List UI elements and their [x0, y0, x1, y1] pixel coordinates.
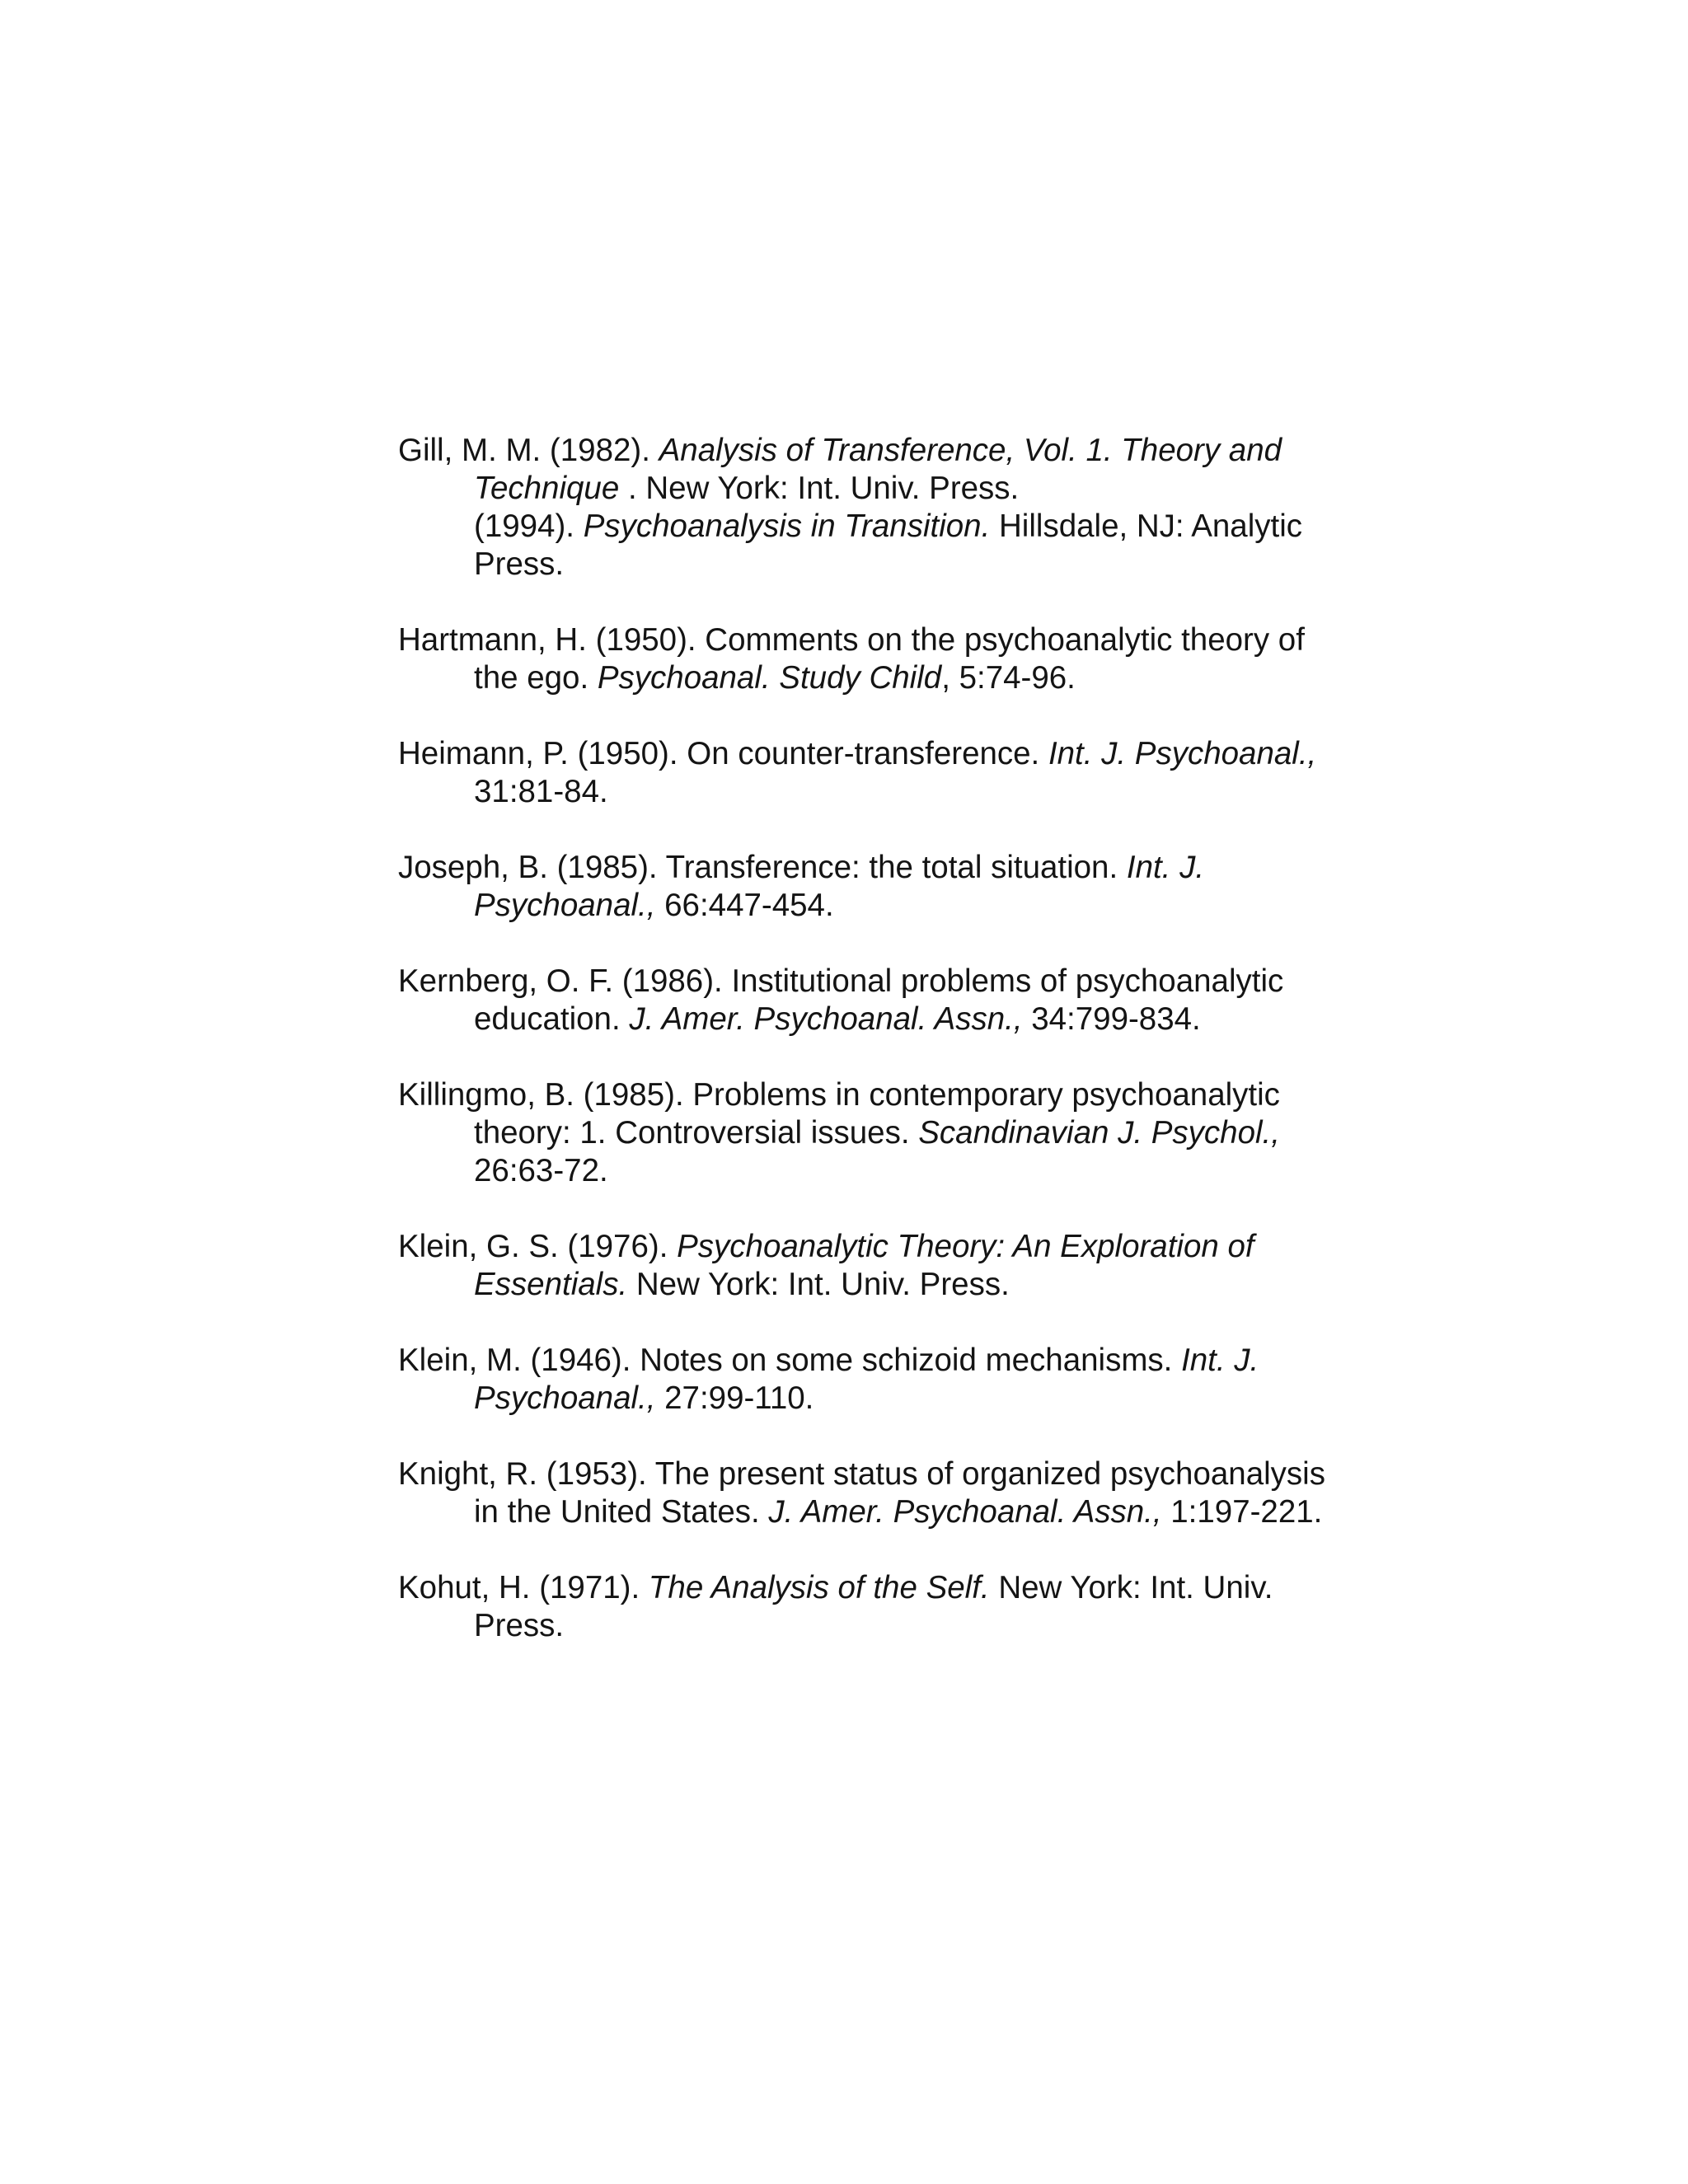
reference-entry: [398, 1076, 1354, 1190]
reference-text: Klein, G. S. (1976).: [398, 1229, 678, 1264]
reference-text: 34:799-834.: [1022, 1001, 1201, 1037]
reference-entry: [398, 621, 1354, 697]
reference-entry: [398, 735, 1354, 811]
reference-text: 26:63-72.: [474, 1153, 608, 1188]
reference-text: (1994).: [474, 509, 584, 544]
reference-text: Killingmo, B. (1985). Problems in contemporary psychoanalytic theory: 1. Controversial issues.: [398, 1077, 1280, 1151]
reference-title: Int. J. Psychoanal.,: [474, 1343, 1259, 1416]
reference-list: [398, 432, 1354, 1683]
reference-title: Int. J. Psychoanal.,: [1048, 736, 1317, 771]
reference-entry: [398, 1455, 1354, 1531]
reference-text: . New York: Int. Univ. Press.: [619, 471, 1020, 506]
reference-title: The Analysis of the Self.: [648, 1570, 990, 1605]
reference-text: 66:447-454.: [655, 888, 834, 923]
reference-title: Psychoanalysis in Transition.: [583, 509, 991, 544]
reference-text: Heimann, P. (1950). On counter-transference.: [398, 736, 1048, 771]
reference-text: 1:197-221.: [1161, 1494, 1323, 1530]
reference-continuation: [398, 508, 1354, 583]
reference-text: New York: Int. Univ. Press.: [627, 1267, 1010, 1302]
reference-entry: [398, 1569, 1354, 1645]
reference-text: Hartmann, H. (1950). Comments on the psychoanalytic theory of the ego.: [398, 622, 1305, 696]
reference-title: J. Amer. Psychoanal. Assn.,: [629, 1001, 1023, 1037]
reference-text: Joseph, B. (1985). Transference: the total situation.: [398, 850, 1127, 885]
reference-text: Gill, M. M. (1982).: [398, 433, 659, 468]
reference-title: Scandinavian J. Psychol.,: [918, 1115, 1280, 1151]
reference-text: Klein, M. (1946). Notes on some schizoid mechanisms.: [398, 1343, 1182, 1378]
reference-entry: [398, 432, 1354, 508]
reference-title: Psychoanal. Study Child: [597, 660, 942, 696]
reference-entry: [398, 849, 1354, 925]
reference-title: Analysis of Transference, Vol. 1. Theory and Technique: [474, 433, 1282, 506]
reference-text: New York: Int. Univ. Press.: [474, 1570, 1273, 1643]
reference-entry: [398, 963, 1354, 1038]
reference-title: Int. J. Psychoanal.,: [474, 850, 1205, 923]
reference-text: 27:99-110.: [655, 1380, 814, 1416]
reference-text: Knight, R. (1953). The present status of organized psychoanalysis in the United States.: [398, 1456, 1325, 1530]
reference-text: Kernberg, O. F. (1986). Institutional problems of psychoanalytic education.: [398, 963, 1284, 1037]
reference-text: Hillsdale, NJ: Analytic Press.: [474, 509, 1303, 582]
reference-entry: [398, 1342, 1354, 1418]
reference-entry: [398, 1228, 1354, 1304]
reference-text: 31:81-84.: [474, 774, 608, 809]
reference-text: Kohut, H. (1971).: [398, 1570, 649, 1605]
reference-title: Psychoanalytic Theory: An Exploration of Essentials.: [474, 1229, 1254, 1302]
reference-text: , 5:74-96.: [941, 660, 1076, 696]
reference-title: J. Amer. Psychoanal. Assn.,: [768, 1494, 1162, 1530]
